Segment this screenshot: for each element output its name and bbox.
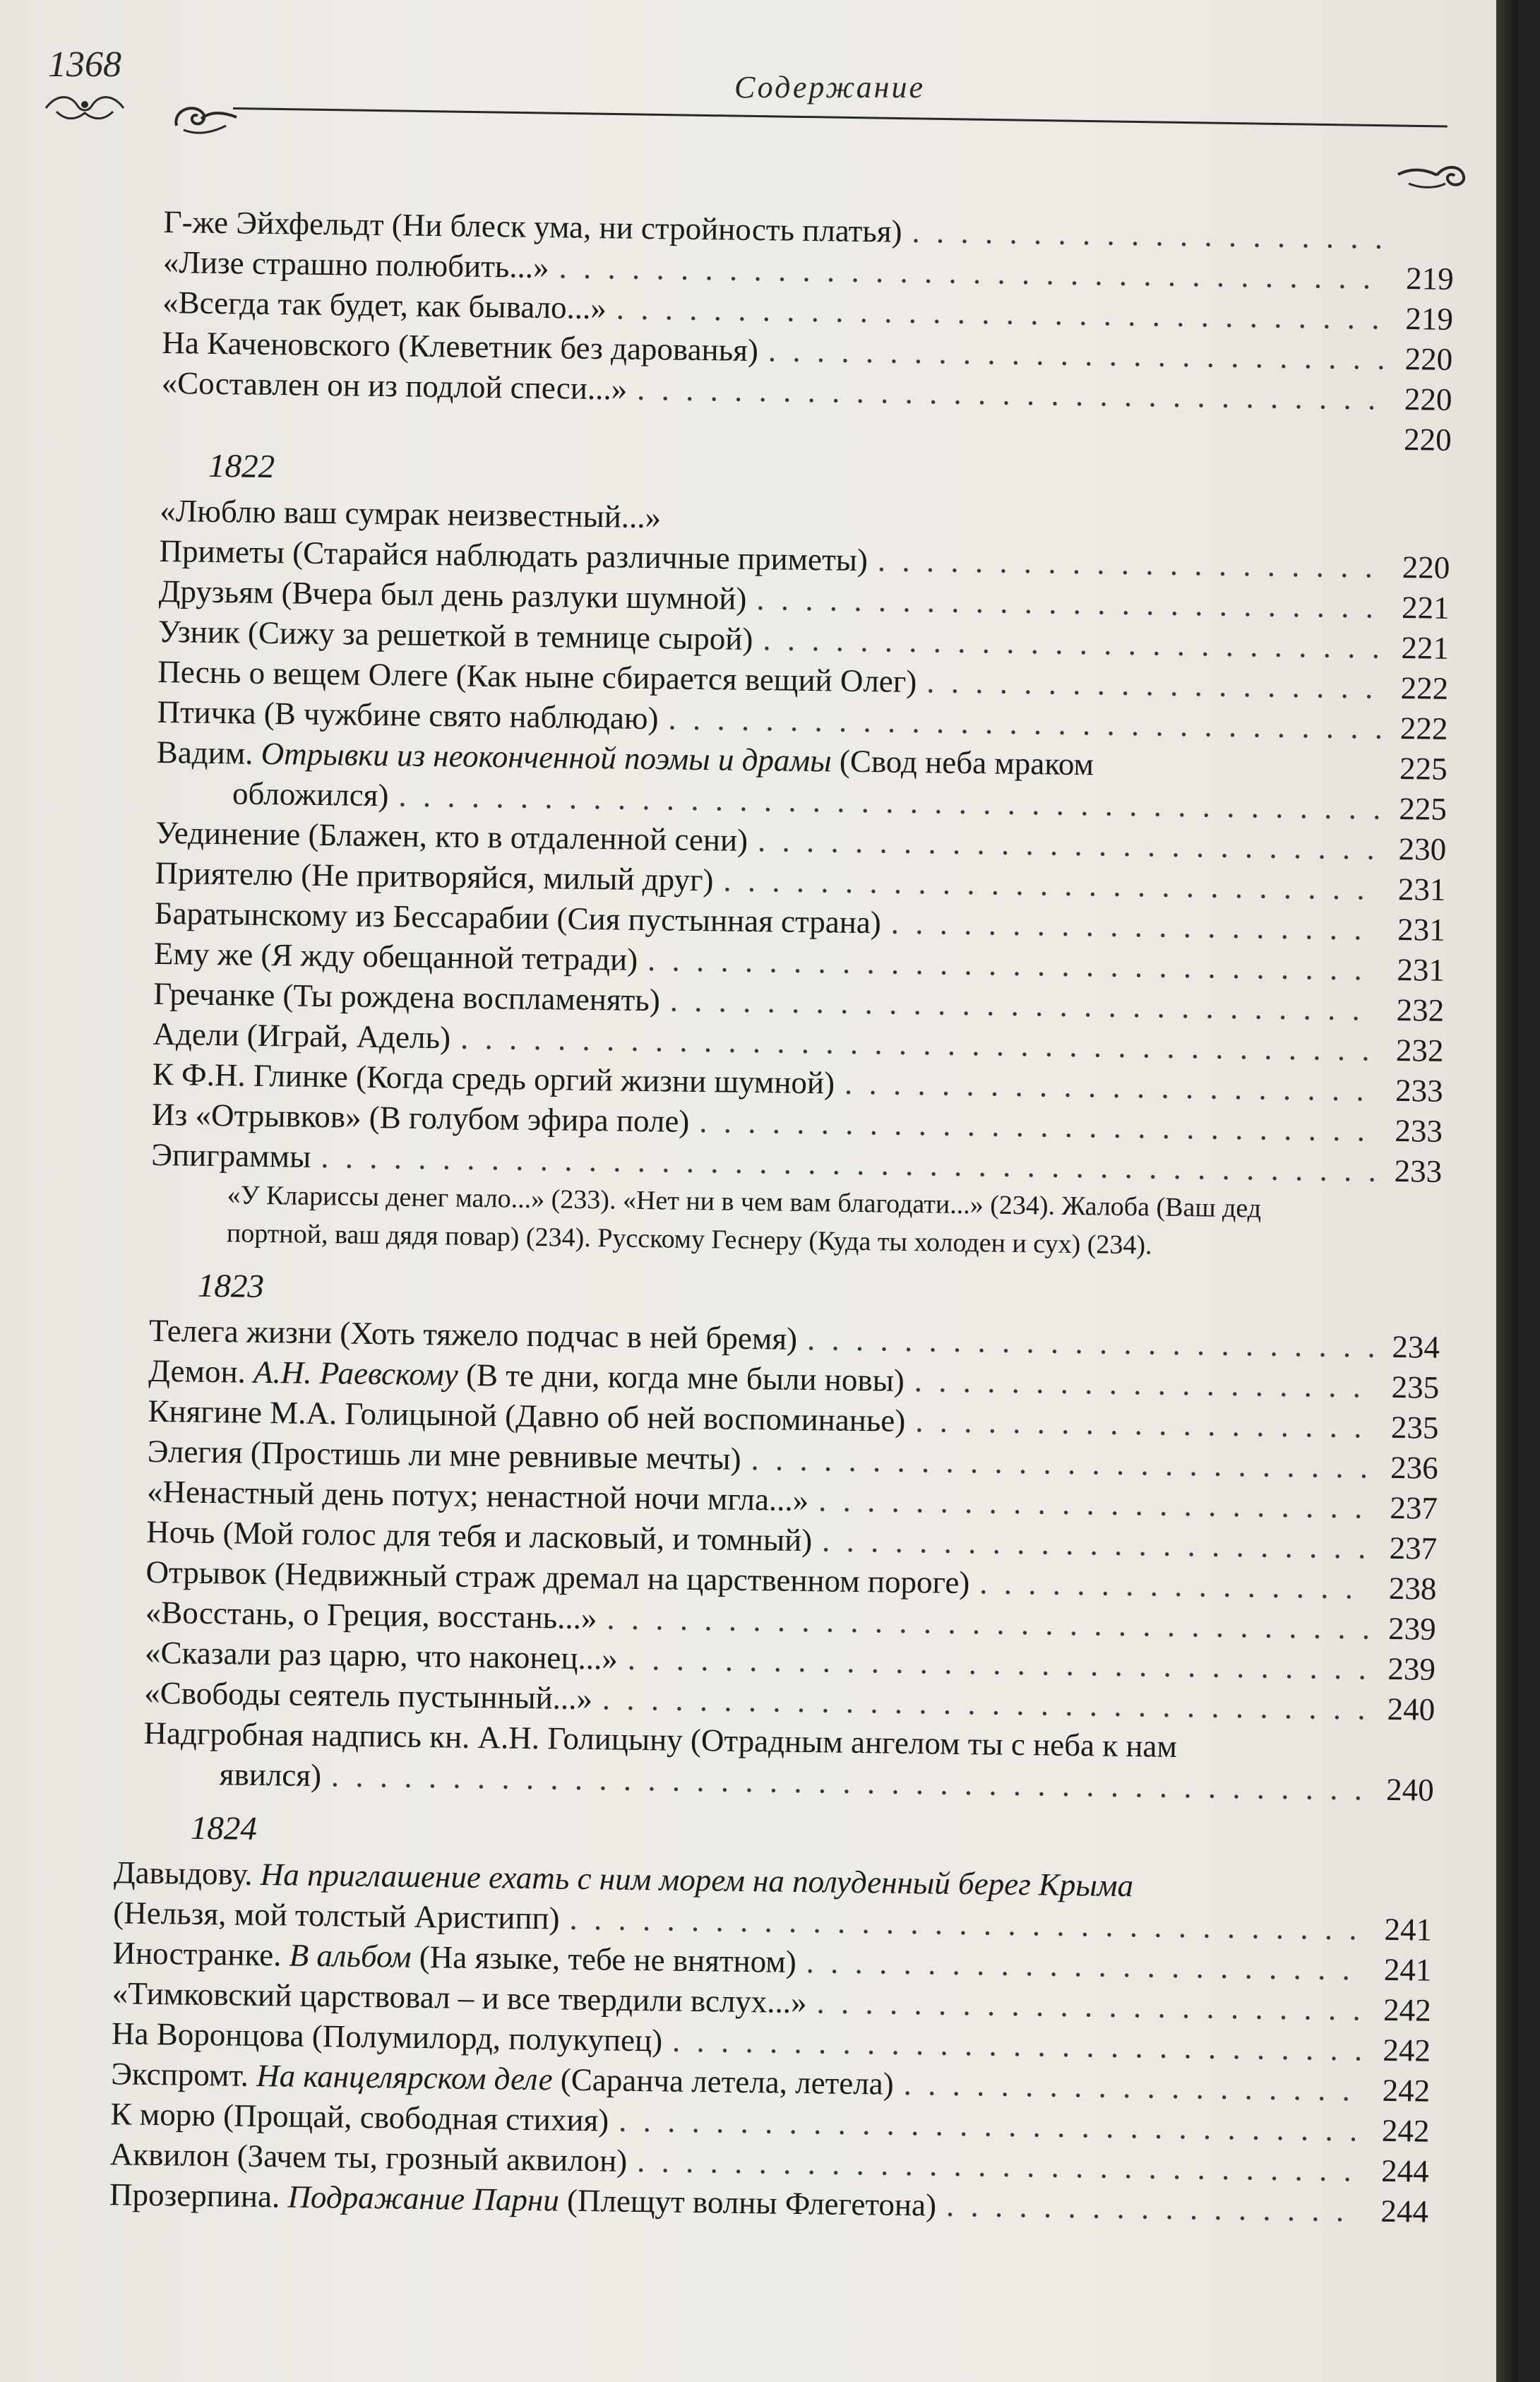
toc-entry: «Сказали раз царю, что наконец...» . . . 239	[145, 1633, 1436, 1690]
toc-entry-continuation: явился) . . . 240	[143, 1753, 1434, 1811]
toc-entry: «Тимковский царствовал – и все твердили вслух...» . . . 242	[112, 1973, 1431, 2030]
toc-entry: Экспромт. На канцелярском деле (Саранча летела, летела) . . . 242	[111, 2054, 1431, 2111]
toc-entry: Г-же Эйхфельдт (Ни блеск ума, ни стройность платья) . . .	[163, 202, 1455, 259]
running-head: Содержание	[734, 70, 926, 105]
toc-entry: Княгине М.А. Голицыной (Давно об ней воспоминанье) . . . 235	[148, 1391, 1439, 1448]
toc-entry: Узник (Сижу за решеткой в темнице сырой) . . . 221	[158, 612, 1450, 669]
toc-entry: Телега жизни (Хоть тяжело подчас в ней бремя) . . . 234	[149, 1311, 1440, 1368]
toc-entry: «Составлен он из подлой спеси...» . . . 220	[161, 363, 1452, 420]
toc-entry: «Ненастный день потух; ненастной ночи мгла...» . . . 237	[147, 1472, 1438, 1529]
year-heading: 1823	[197, 1267, 265, 1305]
toc-entry: Элегия (Простишь ли мне ревнивые мечты) . . . 236	[147, 1431, 1438, 1489]
page-edge	[1496, 0, 1518, 2382]
toc-entry: «Люблю ваш сумрак неизвестный...»	[159, 492, 662, 535]
toc-entry: Баратынскому из Бессарабии (Сия пустынная страна) . . . 231	[154, 893, 1445, 951]
year-heading: 1824	[190, 1809, 258, 1847]
toc-entry: «Восстань, о Греция, восстань...» . . . 239	[145, 1592, 1436, 1650]
toc-entry: К морю (Прощай, свободная стихия) . . . 242	[110, 2094, 1430, 2151]
ornament-scroll-icon	[1395, 157, 1474, 192]
epigram-list-continuation: портной, ваш дядя повар) (234). Русскому Геснеру (Куда ты холоден и сух) (234).	[226, 1218, 1152, 1261]
toc-entry: Птичка (В чужбине свято наблюдаю) . . . 222	[157, 692, 1448, 749]
toc-entry: Песнь о вещем Олеге (Как ныне сбирается вещий Олег) . . . 222	[157, 652, 1449, 709]
toc-entry: Прозерпина. Подражание Парни (Плещут волны Флегетона) . . . 244	[109, 2174, 1429, 2232]
toc-entry: Иностранке. В альбом (На языке, тебе не внятном) . . . 241	[112, 1933, 1432, 1990]
toc-entry: Уединение (Блажен, кто в отдаленной сени) . . . 230	[155, 813, 1447, 870]
year-heading: 1822	[208, 447, 275, 486]
toc-entry: 220	[1403, 422, 1452, 458]
toc-entry: Надгробная надпись кн. А.Н. Голицыну (Отрадным ангелом ты с неба к нам	[143, 1715, 1178, 1764]
toc-entry: «Лизе страшно полюбить...» . . . 219	[163, 242, 1455, 299]
table-of-contents	[109, 202, 1455, 2232]
toc-entry: «Свободы сеятель пустынный...» . . . 240	[144, 1673, 1435, 1730]
toc-entry-continuation: (Нельзя, мой толстый Аристипп) . . . 241	[113, 1893, 1433, 1950]
toc-entry: Друзьям (Вчера был день разлуки шумной) . . . 221	[158, 571, 1450, 629]
ornament-scroll-icon	[169, 97, 240, 137]
toc-entry-continuation: обложился) . . . 225	[156, 773, 1448, 830]
toc-entry: Вадим. Отрывки из неоконченной поэмы и драмы (Свод неба мраком 225	[156, 734, 1448, 787]
toc-entry: Давыдову. На приглашение ехать с ним морем на полуденный берег Крыма	[113, 1854, 1134, 1904]
toc-entry: Адели (Играй, Адель) . . . 232	[153, 1014, 1444, 1071]
toc-entry: Ночь (Мой голос для тебя и ласковый, и томный) . . . 237	[146, 1512, 1438, 1569]
toc-entry: Отрывок (Недвижный страж дремал на царственном пороге) . . . 238	[145, 1552, 1437, 1609]
toc-entry: Демон. А.Н. Раевскому (В те дни, когда мне были новы) . . . 235	[148, 1351, 1440, 1408]
toc-entry: Гречанке (Ты рождена воспламенять) . . . 232	[153, 974, 1445, 1031]
toc-entry: Из «Отрывков» (В голубом эфира поле) . . . 233	[152, 1095, 1443, 1152]
toc-entry: К Ф.Н. Глинке (Когда средь оргий жизни шумной) . . . 233	[152, 1054, 1443, 1112]
toc-entry: Аквилон (Зачем ты, грозный аквилон) . . . 244	[109, 2134, 1429, 2191]
header-rule	[233, 107, 1448, 128]
toc-entry: Приятелю (Не притворяйся, милый друг) . . . 231	[155, 853, 1446, 910]
toc-entry: На Воронцова (Полумилорд, полукупец) . . . 242	[112, 2013, 1431, 2071]
toc-entry: Ему же (Я жду обещанной тетради) . . . 231	[154, 934, 1445, 991]
page-number: 1368	[48, 44, 121, 85]
toc-entry: «Всегда так будет, как бывало...» . . . 219	[162, 282, 1454, 340]
epigram-list: «У Клариссы денег мало...» (233). «Нет ни в чем вам благодати...» (234). Жалоба (Ваш дед	[227, 1180, 1262, 1224]
ornament-flourish-icon	[42, 90, 127, 126]
toc-entry: На Каченовского (Клеветник без дарованья) . . . 220	[162, 323, 1453, 380]
toc-entry: Приметы (Старайся наблюдать различные приметы) . . . 220	[159, 531, 1450, 588]
toc-entry: Эпиграммы . . . 233	[151, 1135, 1443, 1192]
